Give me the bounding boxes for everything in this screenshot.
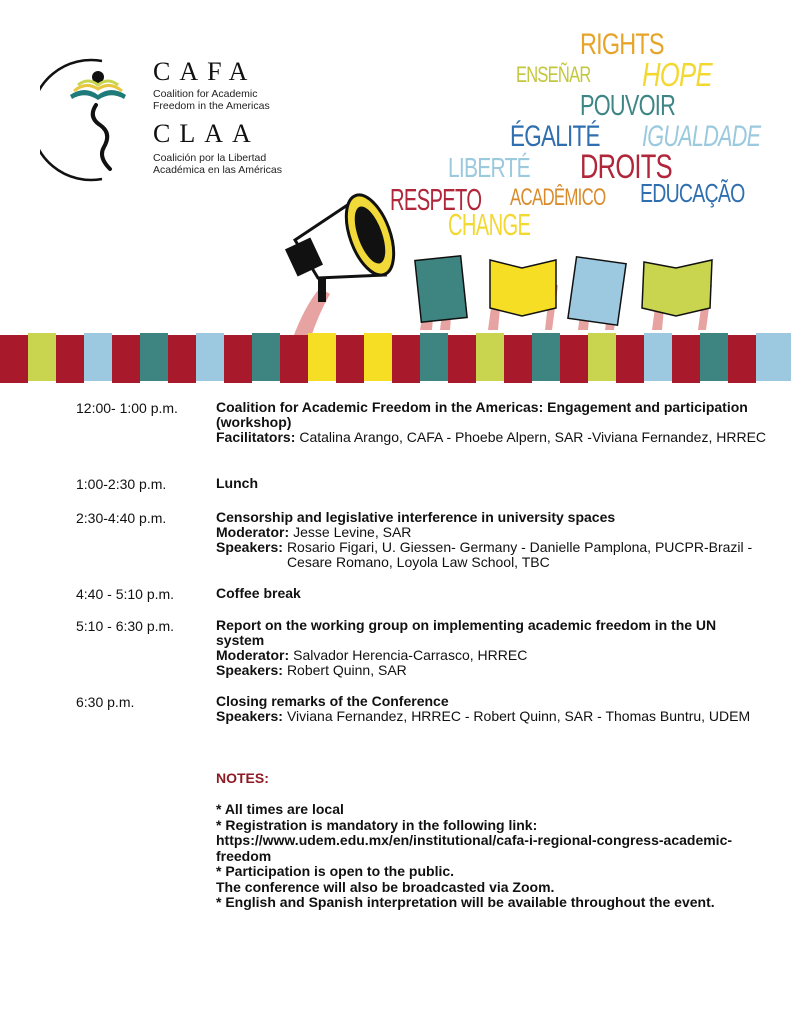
cafa-claa-logo (40, 55, 300, 185)
session-moderator (216, 525, 776, 540)
word-rights: RIGHTS (580, 28, 664, 61)
logo-emblem-icon (40, 55, 170, 185)
notes-section (216, 770, 786, 911)
cafa-name-line1: Coalition for Academic (153, 88, 258, 100)
note-times-local: * All times are local (216, 801, 344, 817)
banner-illustration (0, 180, 791, 390)
note-zoom: The conference will also be broadcasted via Zoom. (216, 878, 555, 895)
word-educacao: EDUCAÇÃO (640, 178, 745, 208)
role-label: Moderator: (216, 524, 290, 540)
session-content (216, 694, 776, 724)
session-content (216, 510, 776, 570)
role-label: Speakers: (216, 662, 283, 678)
session-content (216, 618, 726, 678)
word-change: CHANGE (448, 207, 531, 242)
role-text: Viviana Fernandez, HRREC - Robert Quinn, SAR - Thomas Buntru, UDEM (286, 708, 751, 724)
session-title: Censorship and legislative interference in university spaces (216, 509, 616, 525)
session-time: 6:30 p.m. (76, 694, 135, 710)
notes-heading: NOTES: (216, 770, 269, 786)
word-liberte: LIBERTÉ (448, 152, 530, 183)
note-participation: * Participation is open to the public. (216, 863, 455, 879)
session-time: 5:10 - 6:30 p.m. (76, 618, 175, 634)
note-interpretation: * English and Spanish interpretation will be available throughout the event. (216, 894, 715, 910)
claa-acronym: CLAA (153, 119, 260, 148)
session-time: 12:00- 1:00 p.m. (76, 400, 178, 416)
session-moderator (216, 648, 726, 663)
word-droits: DROITS (580, 148, 672, 186)
session-speakers (216, 709, 776, 724)
cafa-acronym: CAFA (153, 57, 257, 86)
session-title: Lunch (216, 475, 258, 491)
role-text: Robert Quinn, SAR (286, 662, 407, 678)
note-registration: * Registration is mandatory in the following link: (216, 816, 538, 833)
role-text: Jesse Levine, SAR (293, 524, 412, 540)
session-title: Coffee break (216, 585, 301, 601)
role-text: Catalina Arango, CAFA - Phoebe Alpern, SAR -Viviana Fernandez, HRREC (299, 429, 767, 445)
session-content (216, 400, 776, 445)
megaphone-icon (285, 189, 403, 302)
role-text: Rosario Figari, U. Giessen- Germany - Danielle Pamplona, PUCPR-Brazil - Cesare Romano, Loyola Law School, TBC (286, 539, 753, 570)
folded-ribbon (0, 333, 791, 383)
word-hope: HOPE (642, 56, 712, 93)
word-pouvoir: POUVOIR (580, 90, 676, 122)
cafa-name-line2: Freedom in the Americas (153, 100, 270, 112)
book-1 (415, 256, 467, 322)
session-title: Closing remarks of the Conference (216, 693, 449, 709)
session-time: 4:40 - 5:10 p.m. (76, 586, 175, 602)
role-label: Speakers: (216, 539, 283, 555)
word-academico: ACADÊMICO (510, 184, 606, 211)
claa-name-line1: Coalición por la Libertad (153, 152, 267, 164)
word-respeto: RESPETO (390, 182, 482, 217)
book-2 (490, 260, 556, 316)
session-title: Report on the working group on implementing academic freedom in the UN system (216, 617, 717, 648)
session-title: Coalition for Academic Freedom in the Americas: Engagement and participation (workshop) (216, 399, 748, 430)
role-label: Facilitators: (216, 429, 296, 445)
session-time: 2:30-4:40 p.m. (76, 510, 167, 526)
role-label: Moderator: (216, 647, 290, 663)
session-speakers (216, 663, 726, 678)
word-igualdade: IGUALDADE (642, 120, 761, 153)
role-text: Salvador Herencia-Carrasco, HRREC (293, 647, 528, 663)
session-time: 1:00-2:30 p.m. (76, 476, 167, 492)
word-egalite: ÉGALITÉ (510, 120, 600, 153)
role-label: Speakers: (216, 708, 283, 724)
session-speakers (216, 540, 776, 570)
word-ensenar: ENSEÑAR (516, 62, 591, 87)
registration-link[interactable]: https://www.udem.edu.mx/en/institutional/cafa-i-regional-congress-academic-freedom (216, 832, 733, 864)
session-content (216, 476, 776, 491)
claa-name-line2: Académica en las Américas (153, 164, 282, 176)
book-3 (568, 257, 626, 325)
session-facilitators (216, 430, 776, 445)
book-4 (642, 260, 712, 316)
session-content (216, 586, 776, 601)
